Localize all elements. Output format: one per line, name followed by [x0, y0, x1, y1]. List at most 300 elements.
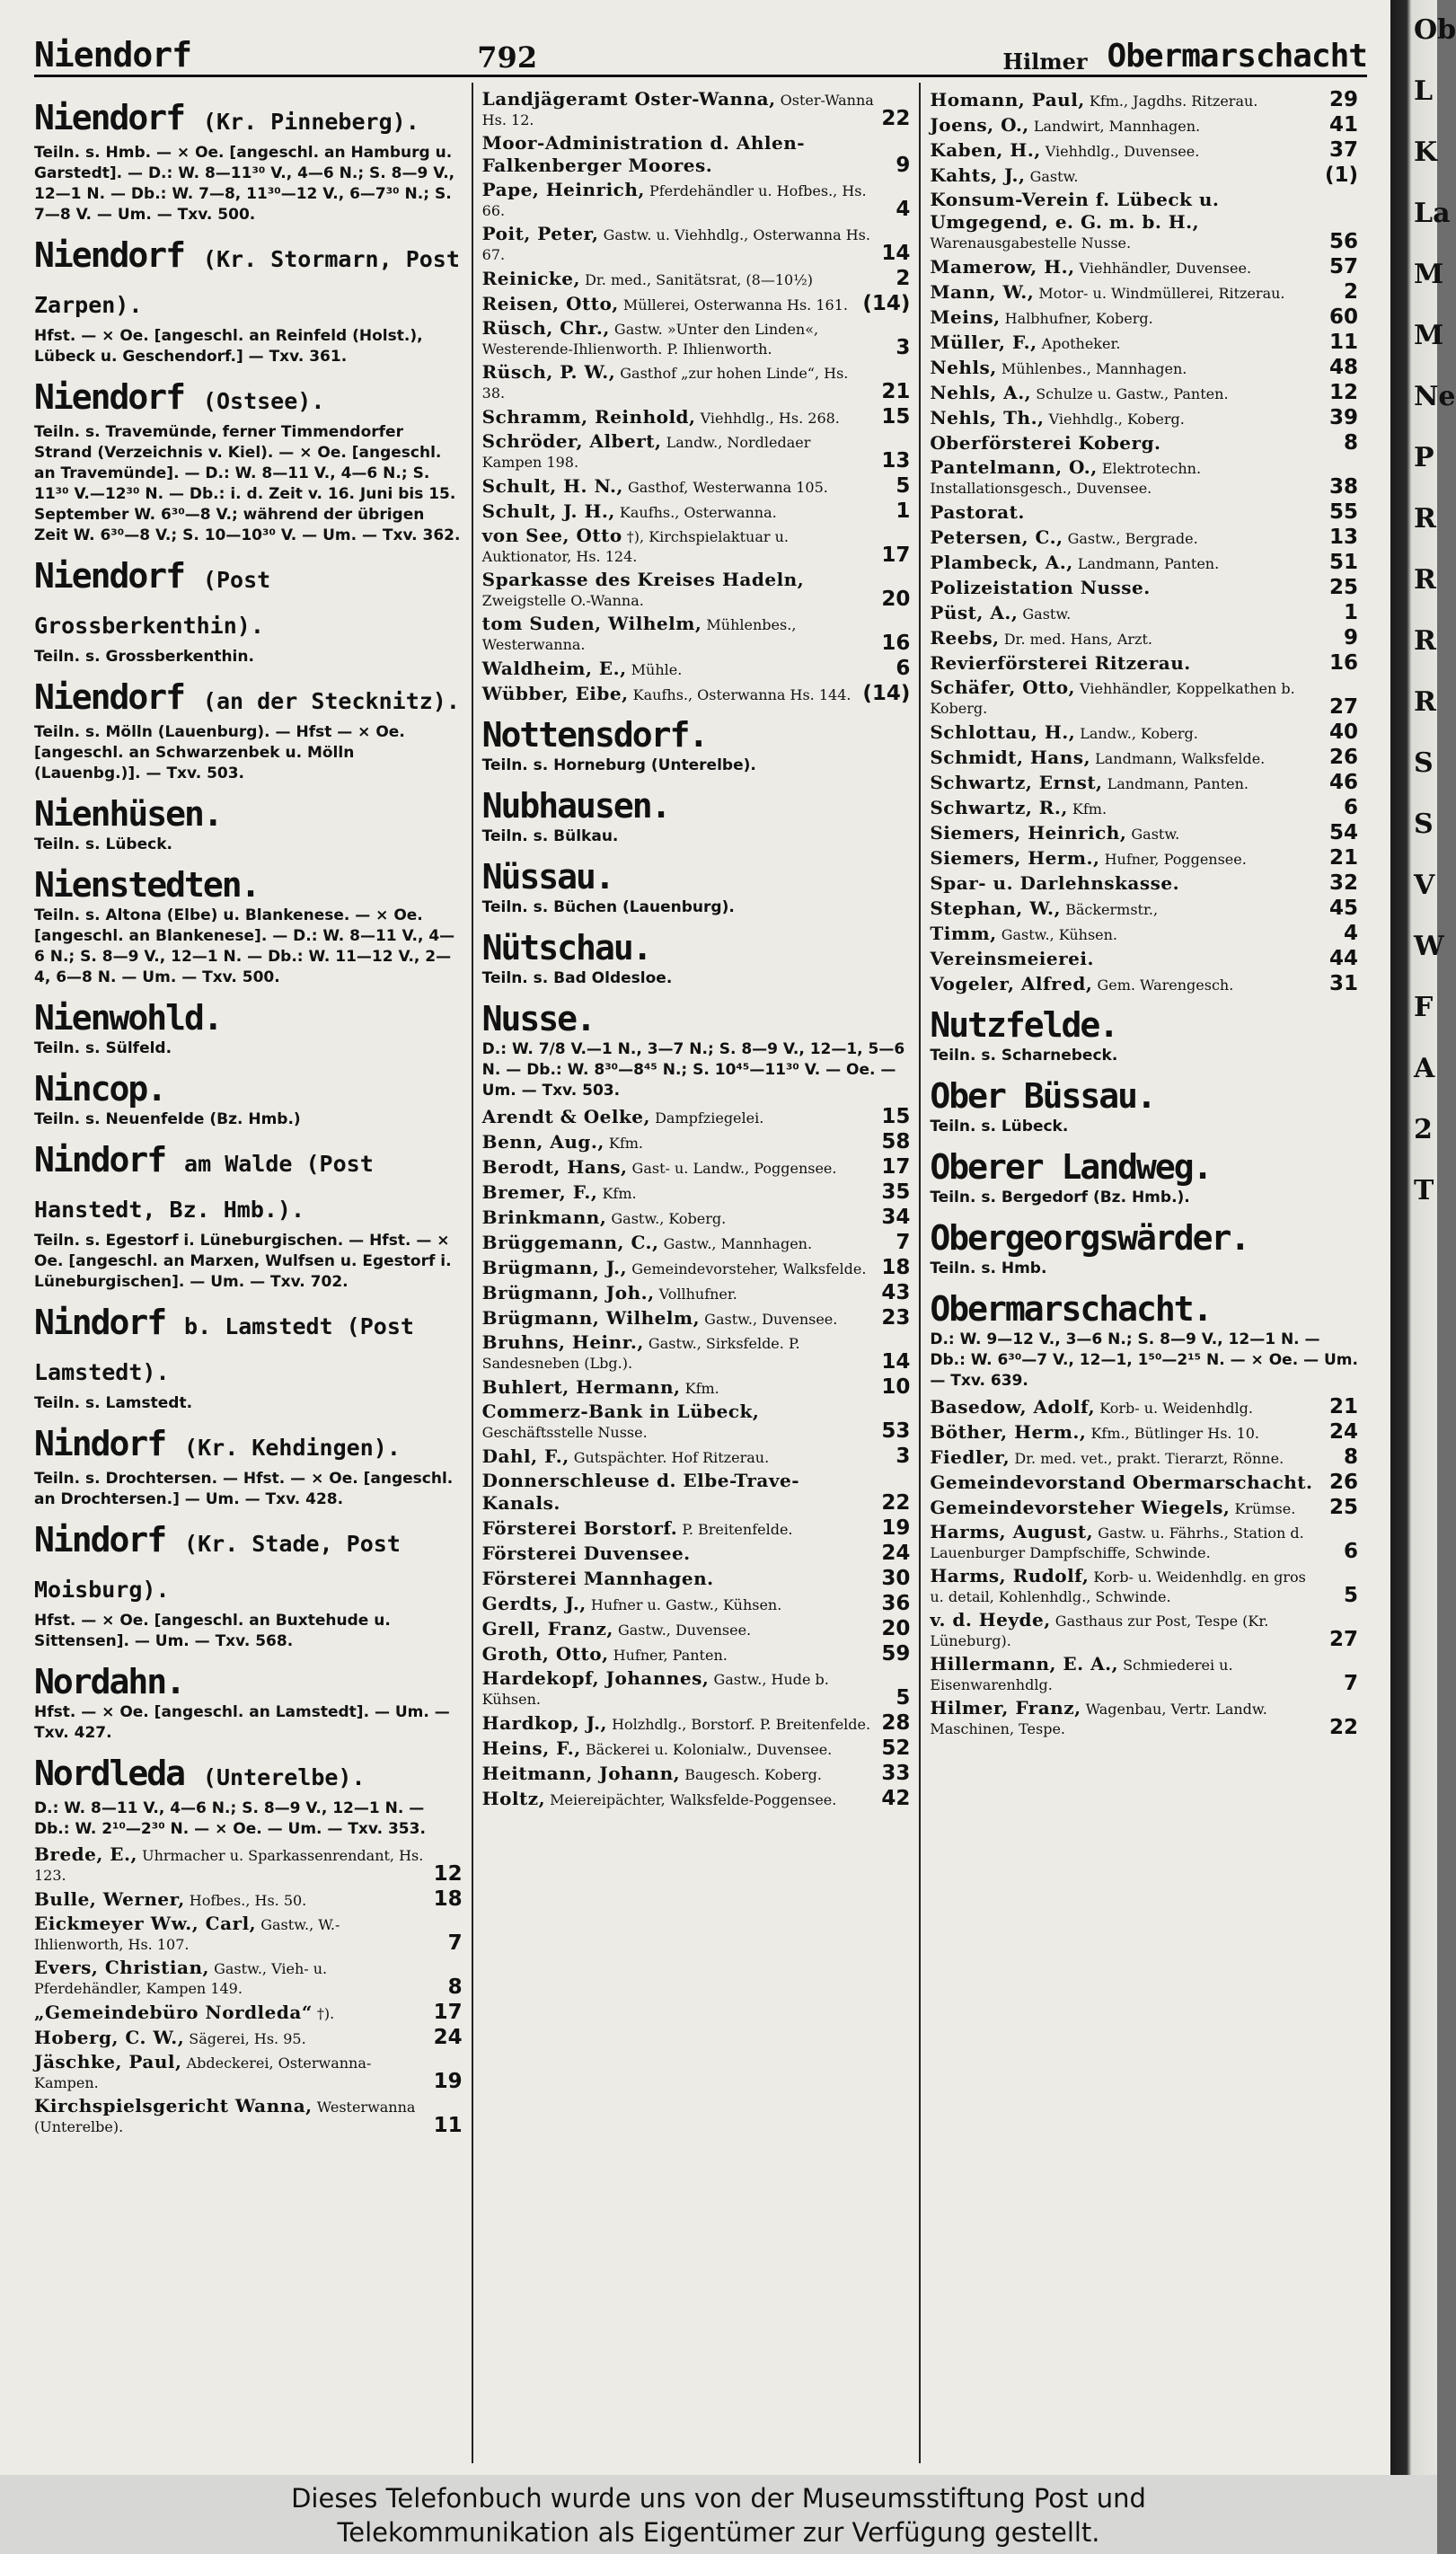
edge-letter: 2 — [1414, 1114, 1433, 1145]
phone-number: 20 — [881, 1617, 911, 1640]
entry-name: Schäfer, Otto, — [930, 676, 1076, 698]
place-heading — [930, 1146, 1358, 1208]
entry-name: Vereinsmeierei. — [930, 948, 1094, 969]
entry-text — [482, 1307, 875, 1330]
place-heading — [482, 998, 911, 1101]
place-title-line — [930, 1146, 1358, 1188]
place-heading — [34, 1068, 463, 1130]
entry-text — [482, 1643, 875, 1666]
directory-entry — [930, 280, 1358, 304]
directory-entry — [482, 405, 911, 429]
place-info: Teiln. s. Sülfeld. — [34, 1039, 172, 1057]
entry-description: Kfm. — [602, 1185, 637, 1202]
phone-number: 10 — [881, 1375, 911, 1399]
entry-name: Rüsch, Chr., — [481, 317, 610, 339]
phone-number: 20 — [881, 588, 911, 611]
entry-text — [930, 822, 1322, 844]
entry-description: Viehhdlg., Hs. 268. — [700, 410, 840, 427]
phone-number: 19 — [881, 1516, 911, 1540]
entry-text — [930, 1697, 1322, 1739]
entry-text — [930, 139, 1322, 162]
directory-entry — [930, 972, 1358, 995]
directory-entry — [930, 626, 1358, 650]
directory-entry — [930, 1565, 1358, 1607]
entry-text — [930, 114, 1322, 137]
directory-entry — [930, 356, 1358, 379]
phone-number: 21 — [1329, 846, 1359, 870]
phone-number: 8 — [1344, 1445, 1359, 1469]
entry-name: Jäschke, Paul, — [34, 2051, 182, 2072]
entry-name: Petersen, C., — [930, 526, 1063, 548]
place-title-line — [34, 376, 463, 422]
edge-letter: M — [1414, 320, 1444, 351]
entry-description: Hofbes., Hs. 50. — [189, 1892, 307, 1909]
entry-name: Benn, Aug., — [481, 1131, 604, 1153]
directory-entry — [482, 569, 911, 611]
directory-entry — [930, 1420, 1358, 1444]
entry-description: Gem. Warengesch. — [1097, 977, 1234, 994]
phone-number: 5 — [896, 1686, 911, 1710]
entry-text — [930, 747, 1322, 769]
directory-entry — [482, 317, 911, 359]
phone-number: 4 — [896, 198, 911, 221]
entry-text — [34, 2027, 427, 2049]
place-info: Teiln. s. Scharnebeck. — [930, 1047, 1118, 1065]
entry-description: Viehhändler, Koppelkathen b. Koberg. — [930, 680, 1295, 717]
entry-description: Gastw., Koberg. — [611, 1210, 727, 1227]
entry-name: von See, Otto — [481, 525, 622, 546]
entry-name: v. d. Heyde, — [930, 1609, 1051, 1630]
entry-description: Abdeckerei, Osterwanna-Kampen. — [34, 2055, 372, 2091]
directory-entry — [482, 525, 911, 567]
entry-name: Pantelmann, O., — [930, 456, 1098, 478]
entry-description: Westerwanna (Unterelbe). — [34, 2099, 416, 2135]
entry-description: Sägerei, Hs. 95. — [189, 2030, 306, 2047]
entry-name: Nehls, — [930, 357, 997, 378]
entry-text — [482, 1131, 875, 1153]
entry-text — [482, 1401, 875, 1443]
place-heading — [34, 1753, 463, 1840]
column-2 — [472, 83, 920, 2463]
directory-entry — [482, 361, 911, 403]
directory-entry — [482, 499, 911, 523]
phone-number: 1 — [896, 499, 911, 523]
phone-number: 21 — [881, 380, 911, 403]
phone-number: (1) — [1324, 163, 1359, 187]
entry-description: Dr. med., Sanitätsrat, (8—10½) — [585, 271, 813, 288]
place-title-line — [930, 1217, 1358, 1259]
edge-letter: M — [1414, 259, 1444, 290]
place-title-line — [34, 234, 463, 326]
phone-number: 29 — [1329, 88, 1359, 111]
place-qualifier: am Walde (Post Hanstedt, Bz. Hmb.). — [34, 1151, 374, 1223]
entry-text — [930, 1653, 1322, 1695]
phone-number: 22 — [1329, 1716, 1359, 1739]
entry-text — [930, 1521, 1322, 1563]
phone-number: 2 — [1344, 280, 1359, 304]
entry-description: Gasthaus zur Post, Tespe (Kr. Lüneburg). — [930, 1613, 1269, 1649]
edge-letter: R — [1414, 686, 1436, 718]
place-name: Oberer Landweg. — [930, 1147, 1212, 1187]
entry-text — [34, 1913, 427, 1955]
edge-letter: L — [1414, 75, 1434, 107]
phone-number: 8 — [1344, 431, 1359, 455]
entry-text — [930, 189, 1322, 253]
phone-number: 27 — [1329, 1628, 1359, 1651]
directory-entry — [482, 1762, 911, 1785]
entry-description: Kfm. — [684, 1380, 719, 1397]
directory-entry — [930, 138, 1358, 162]
place-name: Nutzfelde. — [930, 1005, 1118, 1045]
entry-text — [482, 1542, 875, 1565]
entry-name: Brüggemann, C., — [481, 1232, 659, 1253]
entry-text — [930, 1471, 1322, 1494]
place-info: Teiln. s. Neuenfelde (Bz. Hmb.) — [34, 1110, 301, 1128]
entry-name: „Gemeindebüro Nordleda“ — [34, 2002, 313, 2023]
phone-number: 22 — [881, 107, 911, 130]
phone-number: 25 — [1329, 1496, 1359, 1519]
entry-description: Korb- u. Weidenhdlg. en gros u. detail, Kohlenhdlg., Schwinde. — [930, 1569, 1306, 1605]
place-name: Nubhausen. — [481, 786, 670, 826]
directory-entry — [930, 1697, 1358, 1739]
entry-name: Berodt, Hans, — [481, 1156, 628, 1178]
entry-name: Hillermann, E. A., — [930, 1653, 1119, 1675]
directory-entry — [930, 305, 1358, 329]
place-info: Teiln. s. Grossberkenthin. — [34, 648, 254, 666]
entry-name: Brügmann, Wilhelm, — [481, 1307, 701, 1329]
place-title-line — [482, 714, 911, 756]
place-name: Nottensdorf. — [481, 715, 708, 755]
place-info: Teiln. s. Lübeck. — [34, 835, 172, 853]
column-3 — [919, 83, 1367, 2463]
entry-name: Vogeler, Alfred, — [930, 973, 1093, 994]
directory-entry — [34, 1913, 463, 1955]
entry-name: Hilmer, Franz, — [930, 1697, 1081, 1719]
place-info: Hfst. — × Oe. [angeschl. an Reinfeld (Holst.), Lübeck u. Geschendorf.] — Txv. 361. — [34, 327, 423, 366]
entry-text — [482, 1470, 875, 1515]
entry-text — [482, 179, 875, 221]
place-heading — [34, 1661, 463, 1744]
phone-number: 11 — [433, 2114, 463, 2137]
phone-number: 43 — [881, 1281, 911, 1304]
place-name: Nienstedten. — [34, 865, 260, 905]
entry-text — [930, 948, 1322, 970]
entry-text — [930, 526, 1322, 549]
directory-entry — [930, 601, 1358, 624]
entry-name: Müller, F., — [930, 331, 1037, 353]
place-heading — [482, 927, 911, 989]
entry-name: Hoberg, C. W., — [34, 2027, 185, 2048]
entry-description: Gastw., Bergrade. — [1067, 530, 1198, 547]
phone-number: 5 — [896, 474, 911, 498]
place-title-line — [34, 864, 463, 906]
column-1 — [34, 83, 472, 2463]
entry-description: Mühle. — [631, 661, 683, 678]
place-title-line — [34, 1753, 463, 1798]
place-info: Teiln. s. Mölln (Lauenburg). — Hfst — × Oe. [angeschl. an Schwarzenbek u. Mölln (Lauenbg.)]. — Txv. 503. — [34, 723, 405, 782]
entry-description: Kfm., Bütlinger Hs. 10. — [1090, 1425, 1260, 1442]
entry-description: Baugesch. Koberg. — [684, 1766, 823, 1783]
entry-name: Kaben, H., — [930, 139, 1041, 161]
entry-name: Mamerow, H., — [930, 256, 1075, 278]
entry-description: Landmann, Panten. — [1107, 775, 1249, 792]
edge-letter: S — [1414, 747, 1434, 779]
phone-number: 23 — [881, 1306, 911, 1330]
phone-number: 6 — [1344, 1540, 1359, 1563]
entry-name: Püst, A., — [930, 602, 1019, 623]
phone-number: 60 — [1329, 305, 1359, 329]
place-heading — [34, 1139, 463, 1293]
entry-description: Pferdehändler u. Hofbes., Hs. 66. — [481, 182, 867, 219]
entry-description: Bäckerei u. Kolonialw., Duvensee. — [585, 1741, 833, 1758]
phone-number: 17 — [433, 2001, 463, 2024]
edge-letter: T — [1414, 1175, 1434, 1206]
entry-text — [482, 525, 875, 567]
edge-letter: Ob — [1414, 14, 1456, 46]
entry-text — [930, 772, 1322, 794]
directory-entry — [930, 431, 1358, 455]
footer-line-1: Dieses Telefonbuch wurde uns von der Museumsstiftung Post und — [291, 2483, 1146, 2514]
entry-name: Försterei Borstorf. — [481, 1517, 678, 1539]
entry-text — [930, 847, 1322, 870]
entry-text — [930, 357, 1322, 379]
entry-description: Gastw., Kühsen. — [1001, 926, 1118, 943]
directory-entry — [34, 2001, 463, 2024]
entry-text — [482, 268, 875, 290]
place-heading — [34, 97, 463, 225]
phone-number: 18 — [881, 1256, 911, 1279]
place-info: Teiln. s. Lamstedt. — [34, 1394, 193, 1412]
place-title-line — [34, 1139, 463, 1231]
entry-text — [930, 552, 1322, 574]
entry-text — [930, 872, 1322, 895]
directory-entry — [482, 1231, 911, 1254]
entry-text — [930, 1446, 1322, 1469]
entry-text — [482, 683, 858, 705]
entry-text — [930, 1565, 1322, 1607]
entry-text — [930, 164, 1319, 187]
entry-description: Schulze u. Gastw., Panten. — [1036, 385, 1229, 402]
place-info: Teiln. s. Bülkau. — [481, 827, 619, 845]
phone-number: 51 — [1329, 551, 1359, 574]
entry-text — [930, 382, 1322, 404]
entry-description: Gastw. u. Fährhs., Station d. Lauenburger Dampfschiffe, Schwinde. — [930, 1524, 1304, 1561]
phone-number: 24 — [1329, 1420, 1359, 1444]
phone-number: 7 — [1344, 1672, 1359, 1695]
place-info: Teiln. s. Travemünde, ferner Timmendorfer Strand (Verzeichnis v. Kiel). — × Oe. [angeschl. an Travemünde]. — D.: W. 8—11 V., 4—6 N.; S. 11³⁰ V.—12³⁰ N. — Db.: i. d. Zeit v. 16. Juni bis 15. September W. 6³⁰—8 V.; während der übrigen Zeit W. 6³⁰—8 V.; S. 10—10³⁰ V. — Um. — Txv. 362. — [34, 423, 461, 544]
footer-line-2: Telekommunikation als Eigentümer zur Verfügung gestellt. — [337, 2517, 1100, 2548]
entry-description: Dr. med. Hans, Arzt. — [1003, 631, 1152, 648]
columns — [34, 83, 1367, 2463]
place-heading — [34, 1302, 463, 1414]
place-name: Nindorf — [34, 1424, 166, 1463]
entry-name: Harms, August, — [930, 1521, 1094, 1542]
entry-name: Basedow, Adolf, — [930, 1396, 1096, 1418]
entry-description: Halbhufner, Koberg. — [1004, 310, 1153, 327]
directory-entry — [930, 500, 1358, 524]
entry-name: Bulle, Werner, — [34, 1888, 185, 1910]
entry-text — [930, 797, 1322, 819]
place-heading — [34, 234, 463, 367]
entry-description: Viehhdlg., Duvensee. — [1045, 143, 1200, 160]
phone-number: 12 — [1329, 381, 1359, 404]
phone-number: 36 — [881, 1592, 911, 1615]
entry-description: Kfm. — [1072, 800, 1107, 817]
place-name: Obermarschacht. — [930, 1289, 1212, 1329]
place-heading — [34, 1519, 463, 1652]
place-heading — [34, 555, 463, 667]
directory-entry — [482, 1105, 911, 1128]
directory-entry — [930, 720, 1358, 744]
directory-entry — [930, 1496, 1358, 1519]
entry-description: Gastw. »Unter den Linden«, Westerende-Ihlienworth. P. Ihlienworth. — [481, 321, 819, 358]
entry-description: Kaufhs., Osterwanna. — [619, 504, 777, 521]
entry-text — [482, 475, 875, 498]
directory-entry — [930, 1471, 1358, 1494]
entry-text — [930, 1421, 1322, 1444]
entry-description: Landmann, Panten. — [1077, 555, 1220, 572]
entry-name: Reebs, — [930, 627, 1000, 649]
entry-description: Bäckermstr., — [1065, 901, 1159, 918]
phone-number: 52 — [881, 1737, 911, 1760]
directory-entry — [34, 1843, 463, 1886]
phone-number: 11 — [1329, 331, 1359, 354]
directory-entry — [482, 657, 911, 680]
directory-entry — [482, 1445, 911, 1468]
phone-number: 26 — [1329, 746, 1359, 769]
phone-number: 9 — [1344, 626, 1359, 650]
entry-name: Dahl, F., — [481, 1445, 569, 1467]
place-heading — [34, 793, 463, 855]
directory-entry — [930, 526, 1358, 549]
entry-text — [482, 132, 875, 177]
entry-description: Gutspächter. Hof Ritzerau. — [573, 1449, 770, 1466]
entry-name: Schwartz, Ernst, — [930, 772, 1103, 793]
entry-description: Schmiederei u. Eisenwarenhdlg. — [930, 1657, 1233, 1693]
directory-entry — [482, 1567, 911, 1590]
entry-text — [34, 1843, 427, 1886]
place-qualifier: (Unterelbe). — [202, 1764, 366, 1790]
place-heading — [482, 785, 911, 847]
place-name: Niendorf — [34, 377, 185, 417]
directory-entry — [930, 189, 1358, 253]
entry-name: Schröder, Albert, — [481, 430, 662, 452]
phone-number: 3 — [896, 336, 911, 359]
entry-name: Eickmeyer Ww., Carl, — [34, 1913, 257, 1934]
header-right-title: Obermarschacht — [1107, 38, 1367, 75]
directory-entry — [930, 406, 1358, 429]
place-qualifier: (Kr. Pinneberg). — [202, 109, 419, 135]
place-heading — [34, 997, 463, 1059]
place-info: Teiln. s. Bergedorf (Bz. Hmb.). — [930, 1189, 1190, 1206]
entry-text — [930, 456, 1322, 499]
entry-description: Gastw. u. Viehhdlg., Osterwanna Hs. 67. — [481, 226, 870, 263]
place-title-line — [34, 1423, 463, 1469]
directory-entry — [930, 381, 1358, 404]
edge-letter: W — [1414, 931, 1444, 962]
entry-text — [482, 1763, 875, 1785]
place-name: Nusse. — [481, 999, 595, 1038]
entry-text — [482, 1156, 875, 1179]
entry-name: Schwartz, R., — [930, 797, 1068, 818]
entry-description: Viehhändler, Duvensee. — [1079, 260, 1252, 277]
entry-description: Holzhdlg., Borstorf. P. Breitenfelde. — [612, 1716, 871, 1733]
entry-text — [930, 721, 1322, 744]
entry-name: Landjägeramt Oster-Wanna, — [481, 88, 776, 110]
directory-entry — [482, 1306, 911, 1330]
place-qualifier: (Kr. Stormarn, Post Zarpen). — [34, 246, 460, 318]
entry-text — [482, 1106, 875, 1128]
place-title-line — [482, 927, 911, 968]
entry-text — [930, 501, 1322, 524]
header-left-title: Niendorf — [34, 35, 192, 75]
entry-name: Siemers, Herm., — [930, 847, 1100, 869]
phone-number: 26 — [1329, 1471, 1359, 1494]
entry-description: Geschäftsstelle Nusse. — [481, 1424, 648, 1441]
entry-text — [482, 88, 875, 130]
directory-entry — [482, 1130, 911, 1153]
entry-name: tom Suden, Wilhelm, — [481, 613, 702, 634]
phone-number: 22 — [881, 1491, 911, 1515]
place-name: Nindorf — [34, 1520, 166, 1560]
entry-name: Gemeindevorsteher Wiegels, — [930, 1497, 1231, 1518]
entry-text — [482, 1257, 875, 1279]
entry-name: Evers, Christian, — [34, 1957, 209, 1978]
place-info: Teiln. s. Drochtersen. — Hfst. — × Oe. [angeschl. an Drochtersen.] — Um. — Txv. 428. — [34, 1470, 454, 1508]
place-title-line — [930, 1004, 1358, 1046]
place-info: Teiln. s. Horneburg (Unterelbe). — [481, 756, 756, 774]
place-title-line — [34, 676, 463, 722]
place-heading — [34, 676, 463, 784]
place-info: Hfst. — × Oe. [angeschl. an Lamstedt]. — Um. — Txv. 427. — [34, 1703, 450, 1742]
directory-entry — [34, 2095, 463, 2137]
edge-letter: A — [1414, 1053, 1435, 1084]
entry-name: Stephan, W., — [930, 897, 1061, 919]
entry-name: Nehls, A., — [930, 382, 1032, 403]
entry-name: Hardkop, J., — [481, 1712, 607, 1734]
phone-number: 28 — [881, 1711, 911, 1735]
directory-entry — [482, 223, 911, 265]
entry-text — [930, 256, 1322, 278]
directory-entry — [482, 1737, 911, 1760]
entry-description: P. Breitenfelde. — [682, 1521, 793, 1538]
entry-text — [482, 1331, 875, 1374]
phone-number: 39 — [1329, 406, 1359, 429]
directory-entry — [482, 1592, 911, 1615]
phone-number: 24 — [433, 2026, 463, 2049]
place-info: Teiln. s. Altona (Elbe) u. Blankenese. — × Oe. [angeschl. an Blankenese]. — D.: W. 8—11 V., 4—6 N.; S. 8—9 V., 12—1 N. — Db.: W. 11—12 V., 2—4, 6—8 N. — Um. — Txv. 500. — [34, 906, 455, 986]
directory-entry — [482, 132, 911, 177]
phone-number: 34 — [881, 1206, 911, 1229]
entry-description: Kfm., Jagdhs. Ritzerau. — [1089, 93, 1258, 110]
entry-description: Gastw., W.-Ihlienworth, Hs. 107. — [34, 1916, 340, 1953]
phone-number: 14 — [881, 1350, 911, 1374]
directory-entry — [34, 2051, 463, 2093]
entry-name: Bremer, F., — [481, 1181, 598, 1203]
entry-name: Waldheim, E., — [481, 658, 627, 679]
page-header — [34, 31, 1367, 77]
directory-entry — [930, 1609, 1358, 1651]
phone-number: 5 — [1344, 1584, 1359, 1607]
directory-entry — [930, 746, 1358, 769]
phone-number: 38 — [1329, 475, 1359, 499]
entry-name: Arendt & Oelke, — [481, 1106, 650, 1127]
entry-name: Reinicke, — [481, 268, 580, 289]
entry-text — [482, 1181, 875, 1204]
phone-number: 41 — [1329, 113, 1359, 137]
entry-text — [34, 1888, 427, 1911]
entry-name: Polizeistation Nusse. — [930, 577, 1151, 598]
